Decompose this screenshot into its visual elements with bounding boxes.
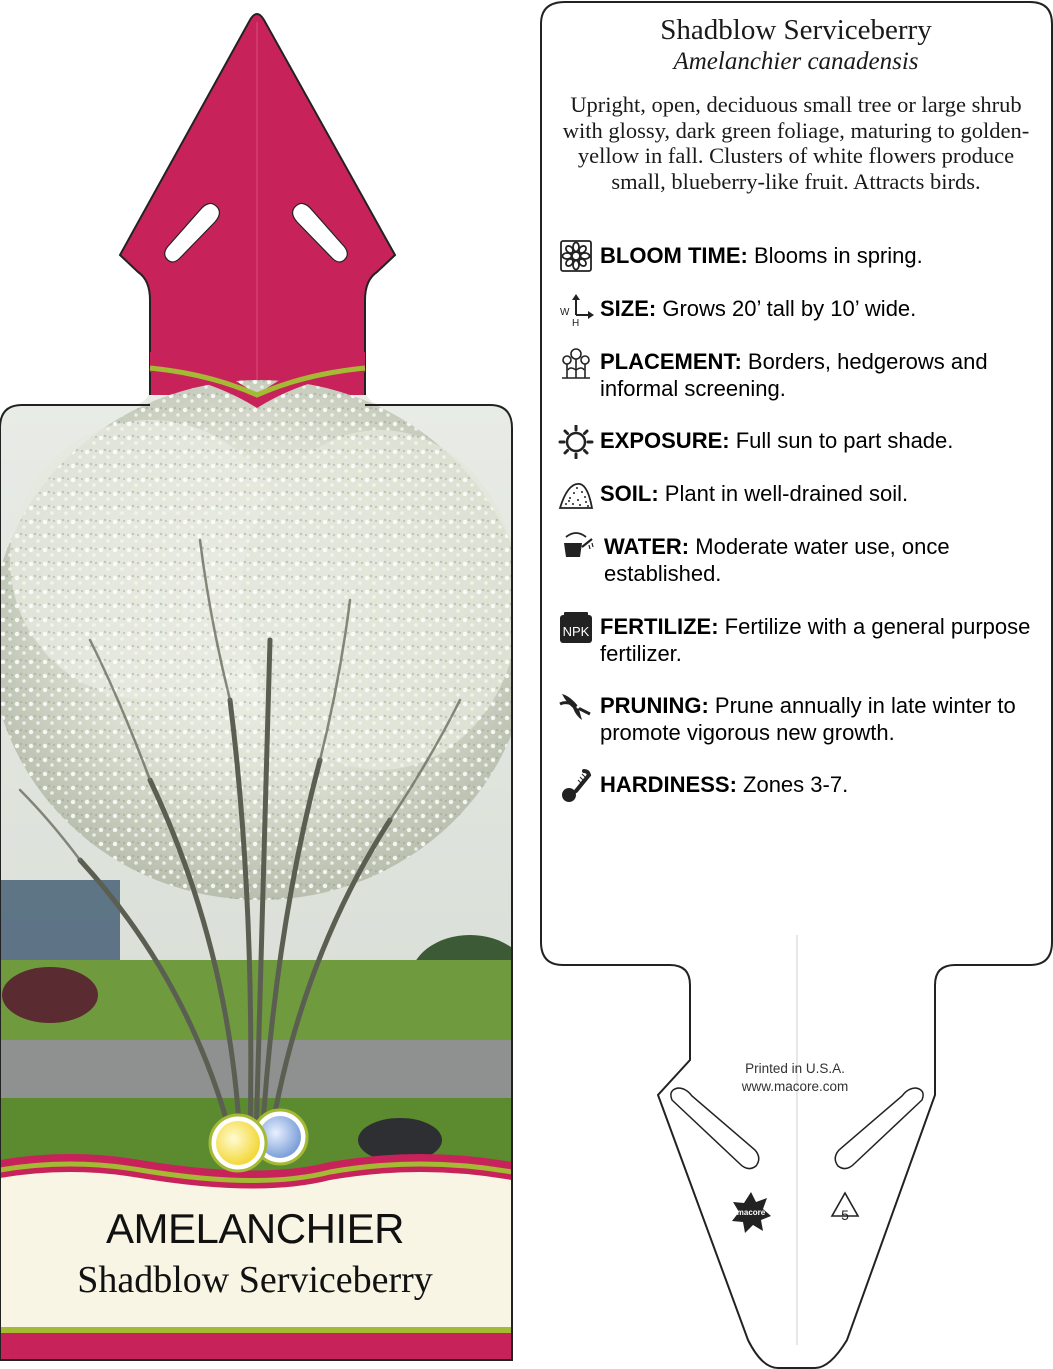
- sun-icon: [558, 425, 594, 459]
- size-label: SIZE:: [600, 296, 657, 321]
- thermometer-icon: [558, 769, 594, 803]
- placement-value: Borders, hedgerows and informal screening.: [600, 349, 988, 401]
- size-icon-w: W: [560, 307, 570, 318]
- pruning-label: PRUNING:: [600, 693, 709, 718]
- hardiness-label: HARDINESS:: [600, 772, 737, 797]
- soil-value: Plant in well-drained soil.: [658, 481, 909, 506]
- hardiness-value: Zones 3-7.: [736, 772, 849, 797]
- front-common-name: Shadblow Serviceberry: [77, 1259, 433, 1301]
- water-label: WATER:: [604, 534, 690, 559]
- watering-can-icon: [558, 531, 594, 565]
- fertilize-value: Fertilize with a general purpose fertilizer.: [600, 614, 1031, 666]
- npk-text: NPK: [562, 624, 590, 639]
- exposure-label: EXPOSURE:: [600, 428, 730, 453]
- soil-mound-icon: [558, 478, 594, 512]
- size-icon-h: H: [572, 318, 580, 327]
- flower-icon: [558, 240, 594, 274]
- placement-label: PLACEMENT:: [600, 349, 742, 374]
- size-value: Grows 20’ tall by 10’ wide.: [656, 296, 917, 321]
- soil-label: SOIL:: [600, 481, 659, 506]
- back-description: Upright, open, deciduous small tree or large shrub with glossy, dark green foliage, maturing to golden-yellow in fall. Clusters of white flowers produce small, blueberry-like fruit. Attracts birds.: [562, 92, 1030, 194]
- pruning-value: Prune annually in late winter to promote vigorous new growth.: [600, 693, 1016, 745]
- macore-logo-text: macore: [736, 1208, 766, 1217]
- bloom-time-label: BLOOM TIME:: [600, 243, 748, 268]
- bloom-time-value: Blooms in spring.: [747, 243, 923, 268]
- printed-info: [700, 1060, 890, 1096]
- water-value: Moderate water use, once established.: [604, 534, 950, 586]
- exposure-value: Full sun to part shade.: [729, 428, 954, 453]
- recycle-number: 5: [841, 1207, 849, 1223]
- back-latin-name: Amelanchier canadensis: [673, 48, 919, 75]
- website-text: www.macore.com: [741, 1079, 849, 1094]
- size-arrows-icon: [558, 293, 594, 327]
- npk-fertilizer-icon: [558, 611, 594, 645]
- placement-plants-icon: [558, 346, 594, 380]
- back-title: Shadblow Serviceberry: [660, 14, 932, 46]
- fertilize-label: FERTILIZE:: [600, 614, 719, 639]
- front-genus-name: AMELANCHIER: [106, 1205, 404, 1252]
- printed-in-text: Printed in U.S.A.: [745, 1061, 845, 1076]
- pruning-shears-icon: [558, 690, 594, 724]
